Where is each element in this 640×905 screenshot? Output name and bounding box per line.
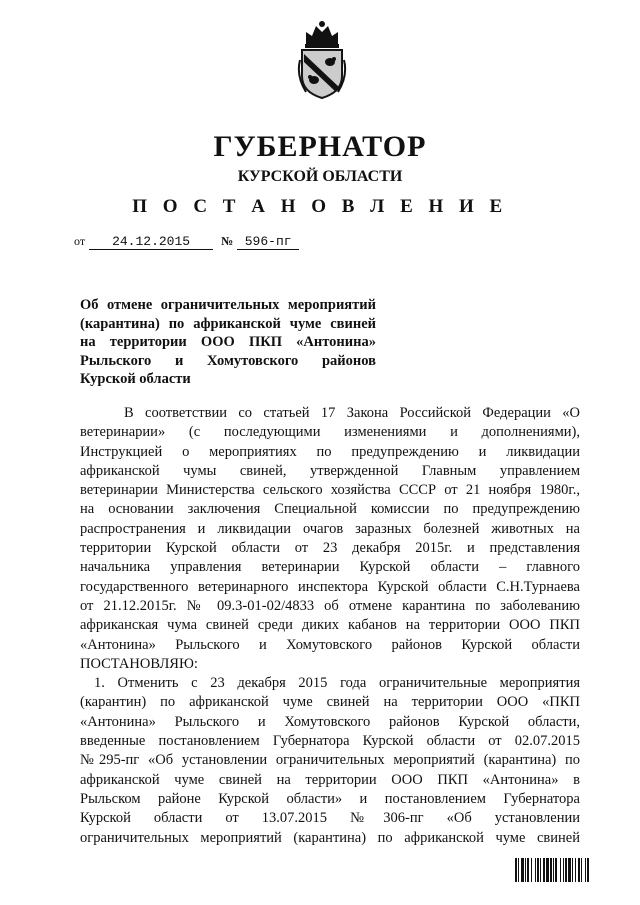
barcode-bar — [578, 858, 580, 882]
body-line: (карантин) по африканской чуме свиней на территории ООО «ПКП — [80, 694, 580, 711]
subject-line: (карантина) по африканской чуме свиней — [80, 315, 376, 332]
barcode-bar — [543, 858, 545, 882]
body-line: распространения и ликвидации очагов заразных болезней животных на — [80, 520, 580, 537]
date-number-line — [74, 234, 299, 250]
subject-line: Рыльского и Хомутовского районов — [80, 352, 376, 369]
barcode-bar — [527, 858, 529, 882]
body-line: африканской чумы свиней, утвержденной Главным управлением — [80, 462, 580, 479]
body-line: территории Курской области от 23 декабря 2015г. и представления — [80, 540, 580, 557]
body-line: от 21.12.2015г. № 09.3-01-02/4833 об отмене карантина по заболеванию — [80, 597, 580, 614]
barcode-bar — [553, 858, 554, 882]
issuer-title: ГУБЕРНАТОР — [213, 130, 427, 163]
subject-line: Об отмене ограничительных мероприятий — [80, 297, 376, 313]
body-line: В соответствии со статьей 17 Закона Российской Федерации «О — [124, 405, 580, 421]
body-line: Инструкцией о мероприятиях по предупреждению и ликвидации — [80, 443, 580, 460]
barcode-bar — [563, 858, 564, 882]
coat-of-arms-icon — [296, 20, 348, 100]
date-label: от — [74, 234, 86, 248]
barcode-bar — [587, 858, 589, 882]
document-body — [80, 404, 580, 848]
barcode-bar — [537, 858, 539, 882]
barcode-bar — [560, 858, 561, 882]
barcode-bar — [572, 858, 573, 882]
body-line: Рыльском районе Курской области» и постановлением Губернатора — [80, 790, 580, 807]
barcode-bar — [550, 858, 552, 882]
body-line: государственного ветеринарного инспектора Курской области С.Н.Турнаева — [80, 578, 580, 595]
barcode-bar — [581, 858, 582, 882]
barcode-bar — [585, 858, 586, 882]
body-line: №295-пг «Об установлении ограничительных мероприятий (карантина) по — [80, 752, 580, 769]
barcode-bar — [521, 858, 524, 882]
body-line: «Антонина» Рыльского и Хомутовского районов Курской области, — [80, 713, 580, 730]
body-line: африканской чуме свиней на территории ООО ПКП «Антонина» в — [80, 771, 580, 788]
body-line: на основании заключения Специальной комиссии по предупреждению — [80, 501, 580, 518]
barcode-bar — [575, 858, 576, 882]
body-line: ПОСТАНОВЛЯЮ: — [80, 655, 198, 672]
barcode-bar — [565, 858, 567, 882]
barcode-bar — [515, 858, 517, 882]
document-date: 24.12.2015 — [89, 235, 213, 250]
body-line: начальника управления ветеринарии Курской области – главного — [80, 559, 580, 576]
document-type: П О С Т А Н О В Л Е Н И Е — [132, 196, 508, 217]
barcode-bar — [531, 858, 532, 882]
body-line: «Антонина» Рыльского и Хомутовского районов Курской области — [80, 636, 580, 653]
body-line: 1. Отменить с 23 декабря 2015 года ограничительные мероприятия — [94, 675, 580, 692]
body-line: введенные постановлением Губернатора Курской области от 02.07.2015 — [80, 733, 580, 750]
body-line: ветеринарии» (с последующими изменениями и дополнениями), — [80, 424, 580, 441]
body-line: ветеринарии Министерства сельского хозяйства СССР от 21 ноября 1980г., — [80, 482, 580, 499]
barcode-icon — [515, 858, 613, 882]
document-subject — [80, 296, 376, 389]
body-line: африканская чума свиней среди диких кабанов на территории ООО ПКП — [80, 617, 580, 634]
barcode-bar — [518, 858, 519, 882]
document-number: 596-пг — [237, 235, 299, 250]
subject-line: на территории ООО ПКП «Антонина» — [80, 334, 376, 350]
barcode-bar — [555, 858, 557, 882]
barcode-bar — [535, 858, 536, 882]
barcode-bar — [568, 858, 571, 882]
body-line: ограничительных мероприятий (карантина) по африканской чуме свиней — [80, 829, 580, 846]
barcode-bar — [540, 858, 541, 882]
body-line: Курской области от 13.07.2015 №306-пг «Об установлении — [80, 810, 580, 827]
barcode-bar — [525, 858, 526, 882]
number-label: № — [221, 234, 234, 248]
issuer-region: КУРСКОЙ ОБЛАСТИ — [237, 168, 403, 185]
subject-line: Курской области — [80, 371, 191, 387]
barcode-bar — [546, 858, 549, 882]
